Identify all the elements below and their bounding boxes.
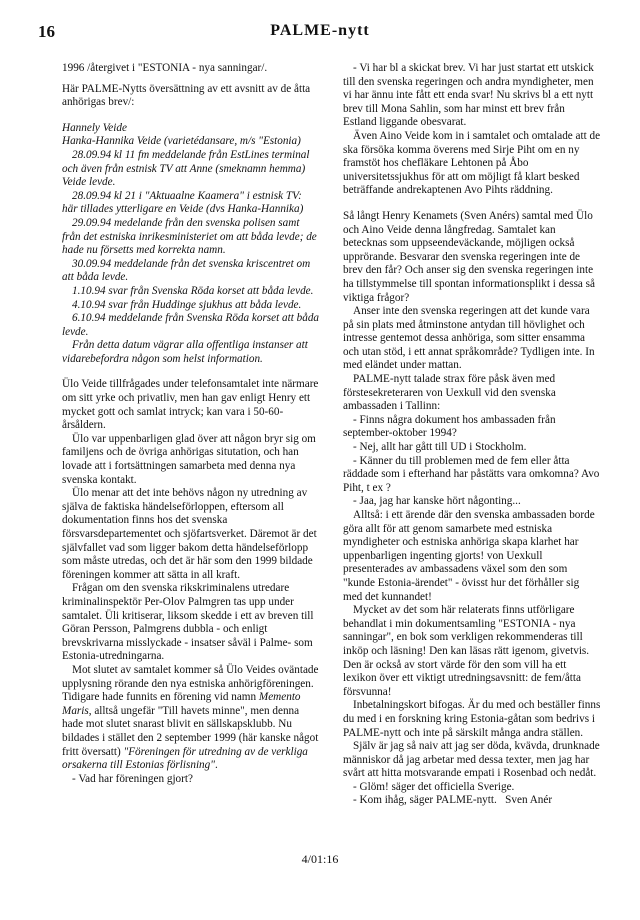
letter-entry: 4.10.94 svar från Huddinge sjukhus att båda levde. (72, 298, 302, 311)
paragraph: - Vad har föreningen gjort? (72, 772, 193, 785)
paragraph: 1996 /återgivet i "ESTONIA - nya sanningar/. (62, 62, 268, 74)
dialogue-line: - Finns några dokument hos ambassaden från september-oktober 1994? (343, 413, 556, 440)
letter-entry: 28.09.94 kl 21 i "Aktuaalne Kaamera" i estnisk TV: här tillades ytterligare en Veide (dvs Hanka-Hannika) (62, 189, 304, 216)
letter-entry: 1.10.94 svar från Svenska Röda korset att båda levde. (72, 284, 314, 297)
paragraph: Så långt Henry Kenamets (Sven Anérs) samtal med Ülo och Aino Veide denna långfredag. Samtalet kan betecknas som uppseendeväckande, möjligen också upprörande. Besvarar den svenska regeringen inte de brev den får? Och anser sig den svenska regeringen inte ha tillstymmelse till spontan informationsplikt i dessa så viktiga frågor? (343, 209, 596, 304)
page-footer: 4/01:16 (301, 852, 339, 866)
author-signature: Sven Anér (505, 794, 553, 807)
page-number: 16 (38, 22, 55, 41)
paragraph: Inbetalningskort bifogas. Är du med och beställer finns du med i en forskning kring Estonia-gåtan som bedrivs i PALME-nytt och inte på särskilt många andra ställen. (343, 699, 601, 739)
dialogue-line: - Glöm! säger det officiella Sverige. (353, 780, 515, 793)
paragraph: Själv är jag så naiv att jag ser döda, kvävda, drunknade människor då jag arbetar med dessa texter, men jag har svårt att hitta motsvarande empati i Rosenbad och nedåt. (343, 740, 600, 780)
paragraph: PALME-nytt talade strax före påsk även med förstesekreteraren von Uexkull vid den svenska ambassaden i Tallinn: (343, 373, 556, 413)
paragraph: Här PALME-Nytts översättning av ett avsnitt av de åtta anhörigas brev/: (62, 82, 311, 109)
paragraph: Även Aino Veide kom in i samtalet och omtalade att de ska försöka komma överens med Sirje Piht om en ny framstöt hos chefläkare Lehtonen på Åbo universitetssjukhus för att om möjligt få klart besked beträffande andrekaptenen Avo Pihts räddning. (343, 129, 601, 197)
paragraph: Ülo Veide tillfrågades under telefonsamtalet inte närmare om sitt yrke och privatliv, men han gav enligt Henry ett mycket gott och samlat intryck; kan vara i 50-60-årsåldern. (62, 378, 319, 432)
left-column (62, 62, 320, 786)
letter-entry: 29.09.94 medelande från den svenska polisen samt från det estniska inrikesministeriet om att båda levde; de hade nu försetts med korrekta namn. (62, 216, 317, 257)
dialogue-line (343, 794, 601, 808)
paragraph: Frågan om den svenska rikskriminalens utredare kriminalinspektör Per-Olov Palmgren tas upp under samtalet. Üli kritiserar, liksom skedde i ett av breven till Göran Persson, Palmgrens dubbla - och enligt brevskrivarna misslyckade - insatser såväl i Palme- som Estonia-utredningarna. (62, 582, 314, 663)
letter-entry: 30.09.94 meddelande från det svenska kriscentret om att båda levde. (62, 257, 311, 284)
paragraph: Mycket av det som här relaterats finns utförligare behandlat i min dokumentsamling "ESTONIA - nya sanningar", en bok som verkligen rekommenderas till inköp och läsning! Den kan läsas rätt igenom, givetvis. Den är också av stort värde för den som vill ha ett lexikon över ett viktigt utredningsavsnitt: de fem/åtta försvunna! (343, 604, 590, 698)
letter-entry: Från detta datum vägrar alla offentliga instanser att vidarebefordra någon som helst information. (62, 339, 308, 365)
text-run: . (214, 759, 218, 772)
letter-name: Hannely Veide (62, 121, 127, 134)
dialogue-line: - Känner du till problemen med de fem eller åtta räddade som i efterhand har påstätts vara omkomna? Avo Piht, t ex ? (343, 454, 600, 494)
text-run: , alltså ungefär "Till havets minne", men denna hade mot slutet snarast blivit en sällskapsklubb. Nu bildades i stället den 2 september 1999 (här kanske något fritt översatt) (62, 704, 319, 758)
text-run: - Kom ihåg, säger PALME-nytt. (353, 794, 497, 807)
running-title: PALME-nytt (270, 22, 370, 39)
italic-association-name: "Föreningen för utredning av de verkliga orsakerna till Estonias förlisning" (62, 745, 308, 772)
letter-name-detail: Hanka-Hannika Veide (varietédansare, m/s "Estonia) (62, 135, 301, 148)
dialogue-line: - Nej, allt har gått till UD i Stockholm. (353, 441, 527, 454)
text-run: Mot slutet av samtalet kommer så Ülo Veides oväntade upplysning rörande den nya estniska anhörigföreningen. Tidigare hade funnits en förening vid namn (62, 663, 319, 704)
paragraph: Ülo var uppenbarligen glad över att någon bryr sig om familjens och de övriga anhörigas situtation, och han lovade att i fortsättningen samarbeta med denna nya svenska kontakt. (62, 432, 316, 486)
paragraph: - Vi har bl a skickat brev. Vi har just startat ett utskick till den svenska regeringen och andra myndigheter, men vi har ännu inte fått ett enda svar! Nu skrivs bl a ett nytt brev till Mona Sahlin, som har minst ett brev från Estland liggande obesvarat. (343, 62, 594, 129)
right-column (343, 62, 601, 808)
dialogue-line: - Jaa, jag har kanske hört någonting... (353, 495, 521, 508)
italic-name: Memento Maris (62, 691, 301, 717)
paragraph: Alltså: i ett ärende där den svenska ambassaden borde göra allt för att genom samarbete med estniska myndigheter och estniska anhöriga skapa klarhet har uppenbarligen ingenting gjorts! von Uexkull presenterades av ambassadens växel som den som "kunde Estonia-ärendet" - övisst hur det förhåller sig med det kunnandet! (343, 509, 595, 603)
paragraph: Ülo menar att det inte behövs någon ny utredning av själva de faktiska händelseförloppen, eftersom all dokumentation finns hos det svenska försvarsdepartementet och sjöfartsverket. Däremot är det självfallet vad som ligger bakom detta händelseförlopp som måste utredas, och det är här som den 1999 bildade föreningen kommer att sätta in all kraft. (62, 487, 317, 581)
letter-entry: 6.10.94 meddelande från Svenska Röda korset att båda levde. (62, 312, 320, 338)
paragraph (62, 664, 320, 773)
paragraph: Anser inte den svenska regeringen att det kunde vara på sin plats med åtminstone antydan till hövlighet och intresse gentemot dessa anhöriga, som sitter ensamma och utan stöd, i ett annat språkområde? Tydligen inte. In med eländet under mattan. (343, 305, 595, 372)
letter-entry: 28.09.94 kl 11 fm meddelande från EstLines terminal och även från estnisk TV att Anne (smeknamn hemma) Veide levde. (62, 148, 310, 189)
